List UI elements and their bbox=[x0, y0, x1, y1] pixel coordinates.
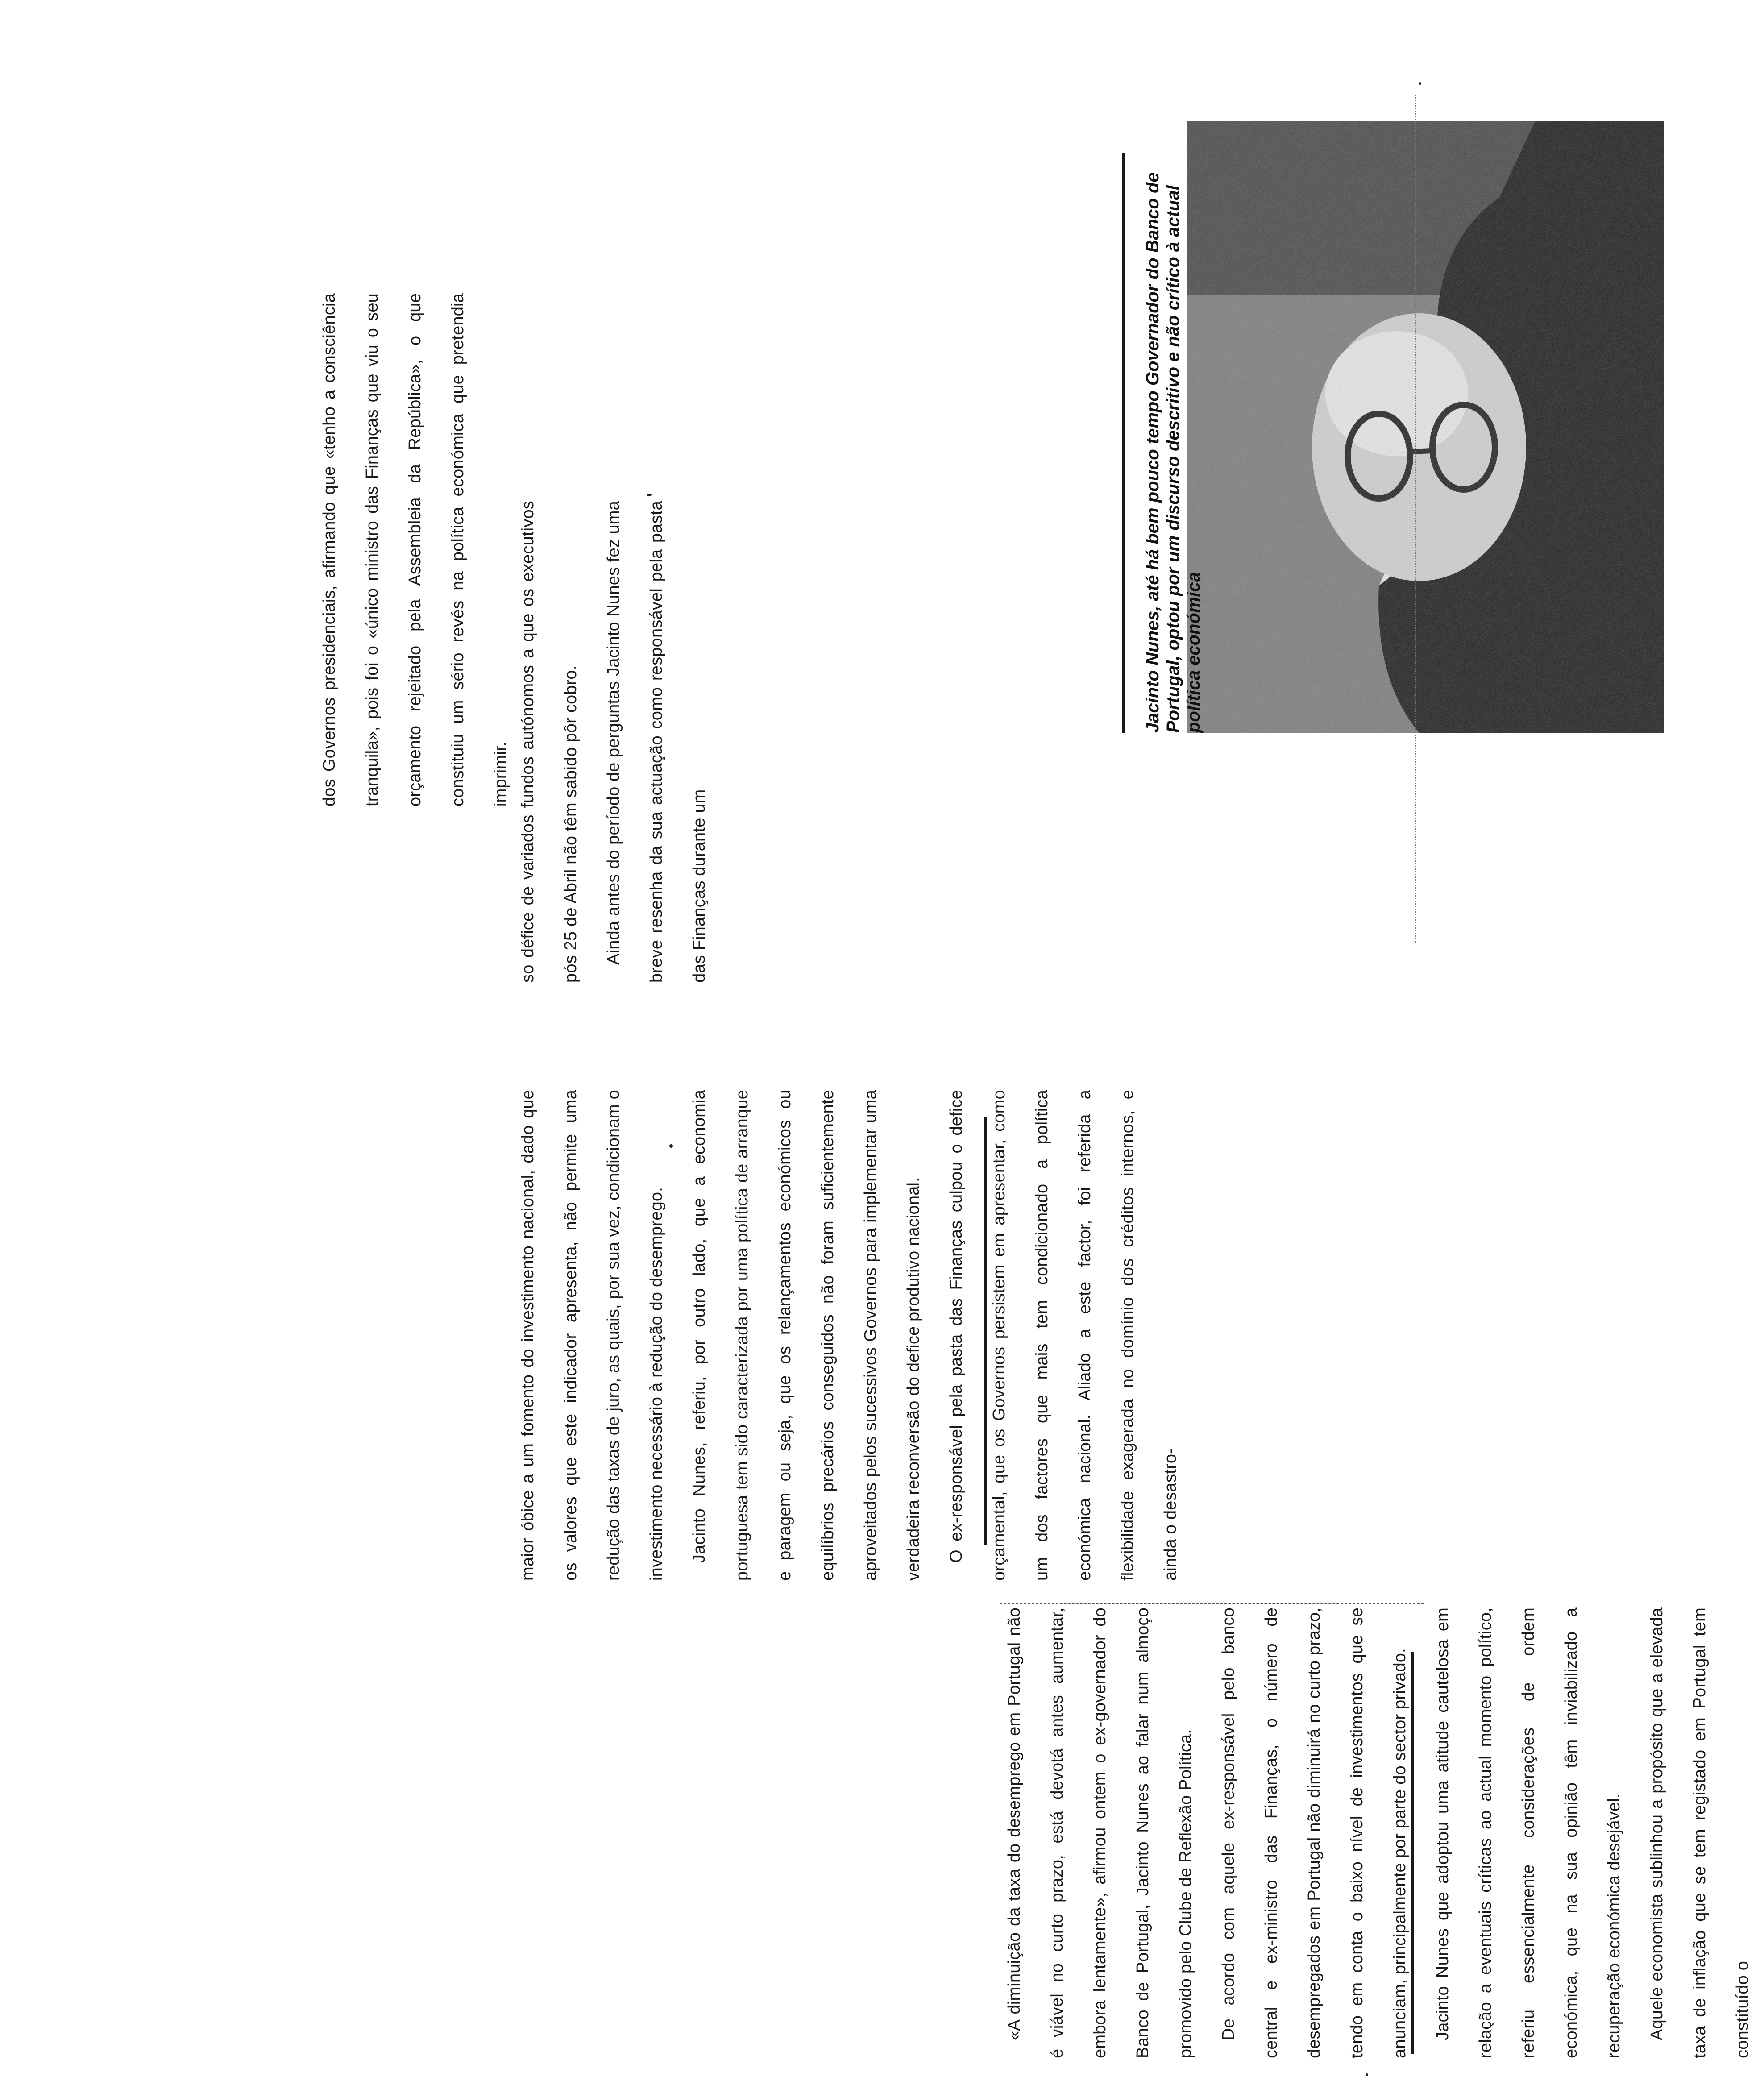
photo-caption: Jacinto Nunes, até há bem pouco tempo Governador do Banco de Portugal, optou por um discurso descritivo e não crítico à actual política económica bbox=[1143, 172, 1204, 733]
paragraph: Ainda antes do período de perguntas Jacinto Nunes fez uma breve resenha da sua actuação como responsável pela pasta das Finanças durante um bbox=[604, 501, 709, 983]
scan-speck bbox=[669, 1144, 673, 1148]
paragraph: Aquele economista sublinhou a propósito que a elevada taxa de inflação que se tem registado em Portugal tem constituído o bbox=[1648, 1607, 1752, 2058]
column-rule bbox=[1411, 1652, 1414, 2054]
paragraph: O ex-responsável pela pasta das Finanças culpou o defice orçamental, que os Governos persistem em apresentar, como um dos factores que mais tem condicionado a política económica nacional. Aliado a este factor, foi referida a flexibilidade exagerada no domínio dos créditos internos, e ainda o desastro- bbox=[947, 1090, 1180, 1581]
paragraph: dos Governos presidenciais, afirmando que «tenho a consciência tranquila», pois foi o «único ministro das Finanças que viu o seu orçamento rejeitado pela Assembleia da República», o que constituiu um sério revés na política económica que pretendia imprimir. bbox=[320, 293, 510, 806]
caption-rule bbox=[1122, 153, 1125, 733]
portrait-photo bbox=[1187, 121, 1664, 733]
paragraph: so défice de variados fundos autónomos a que os executivos pós 25 de Abril não têm sabido pôr cobro. bbox=[519, 501, 580, 983]
paragraph: De acordo com aquele ex-responsável pelo banco central e ex-ministro das Finanças, o número de desempregados em Portugal não diminuirá no curto prazo, tendo em conta o baixo nível de investimentos que se anunciam, principalmente por parte do sector privado. bbox=[1219, 1607, 1409, 2058]
article-column-1 bbox=[993, 1607, 1764, 2058]
column-rule bbox=[984, 1117, 987, 1545]
article-column-2 bbox=[506, 1090, 1192, 1581]
scan-speck bbox=[1419, 81, 1421, 86]
article-column-3 bbox=[506, 501, 721, 983]
paragraph: maior óbice a um fomento do investimento nacional, dado que os valores que este indicador apresenta, não permite uma redução das taxas de juro, as quais, por sua vez, condicionam o investimento necessário à redução do desemprego. bbox=[519, 1090, 666, 1581]
caption-dotted-rule bbox=[1415, 95, 1418, 943]
paragraph: Jacinto Nunes que adoptou uma atitude cautelosa em relação a eventuais críticas ao actual momento político, referiu essencialmente considerações de ordem económica, que na sua opinião têm inviabilizado a recuperação económica desejável. bbox=[1433, 1607, 1623, 2058]
column-divider bbox=[1000, 1601, 1424, 1604]
paragraph: «A diminuição da taxa do desemprego em Portugal não é viável no curto prazo, está devotá antes aumentar, embora lentamente», afirmou ontem o ex-governador do Banco de Portugal, Jacinto Nunes ao falar num almoço promovido pelo Clube de Reflexão Política. bbox=[1005, 1607, 1195, 2058]
portrait-photo-icon bbox=[1187, 121, 1664, 733]
paragraph: Jacinto Nunes, referiu, por outro lado, que a economia portuguesa tem sido caracterizada por uma política de arranque e paragem ou seja, que os relançamentos económicos ou equilíbrios precários conseguidos não foram suficientemente aproveitados pelos sucessivos Governos para implementar uma verdadeira reconversão do defice produtivo nacional. bbox=[690, 1090, 923, 1581]
article-column-4 bbox=[308, 293, 522, 806]
scan-speck bbox=[1366, 2073, 1368, 2076]
scan-speck bbox=[647, 494, 652, 496]
